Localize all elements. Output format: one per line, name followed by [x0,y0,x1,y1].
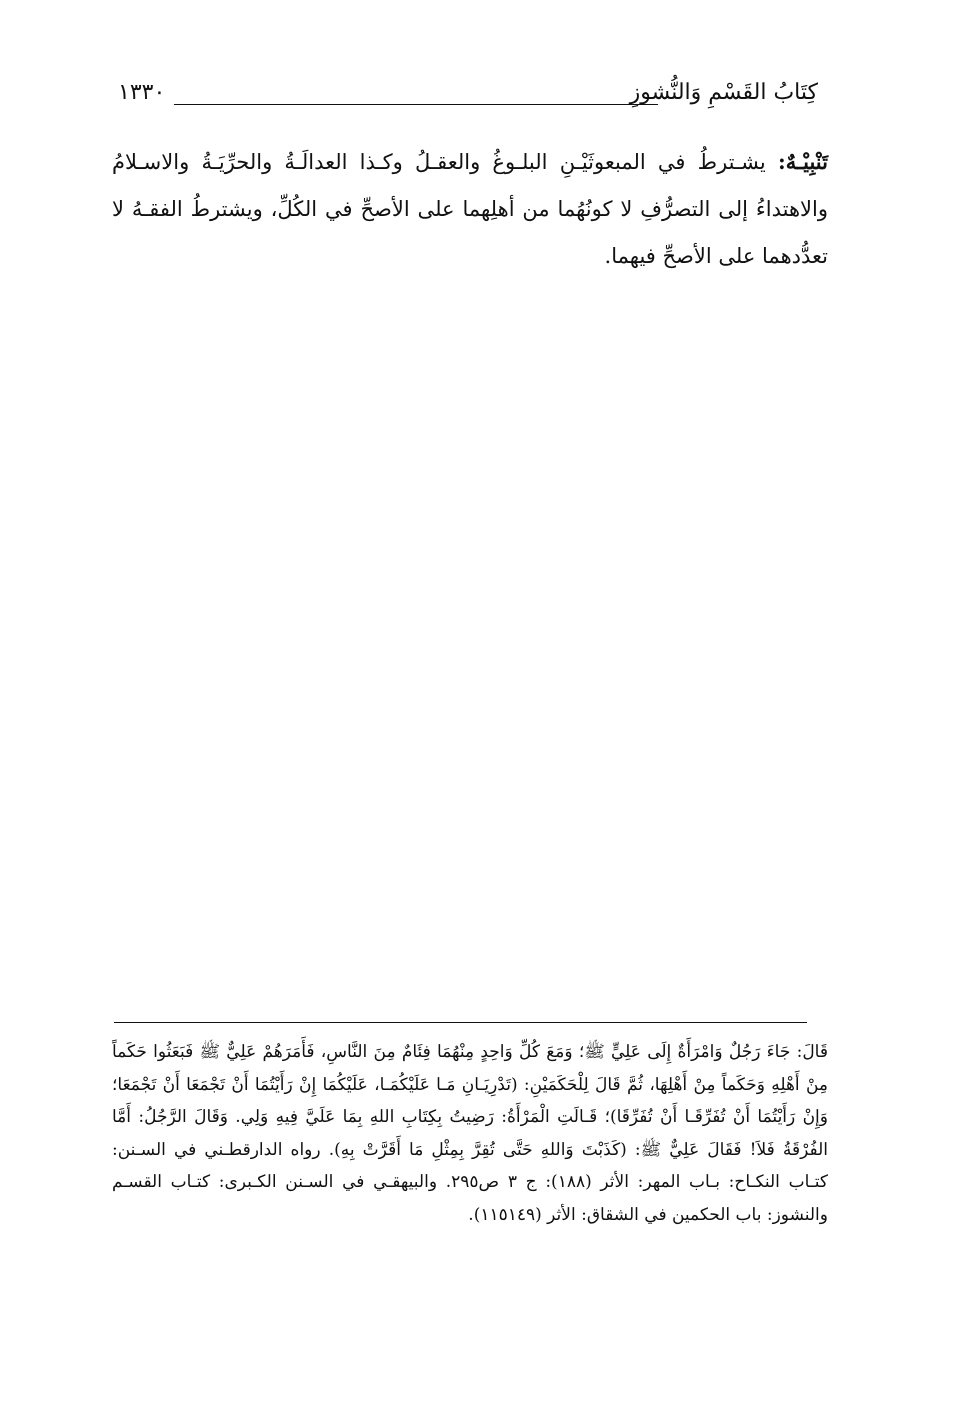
notice-heading: تَنْبِيْـهٌ: [777,149,828,174]
running-header [118,78,818,118]
footnote [112,1036,828,1231]
footnote-text: قَالَ: جَاءَ رَجُلٌ وَامْرَأَةٌ إِلَى عَلِيٍّ ﷺ؛ وَمَعَ كُلِّ وَاحِدٍ مِنْهُمَا فِئَامٌ مِنَ النَّاسِ، فَأَمَرَهُمْ عَلِيٌّ ﷺ فَبَعَثُوا حَكَماً مِنْ أَهْلِهِ وَحَكَماً مِنْ أَهْلِهَا، ثُمَّ قَالَ لِلْحَكَمَيْنِ: (تَدْرِيَـانِ مَـا عَلَيْكُمَـا، عَلَيْكُمَا إِنْ رَأَيْتُمَا أَنْ تَجْمَعَا أَنْ تَجْمَعَا؛ وَإِنْ رَأَيْتُمَا أَنْ تُفَرِّقَـا أَنْ تُفَرِّقَا)؛ قَـالَتِ الْمَرْأَةُ: رَضِيتُ بِكِتَابِ اللهِ بِمَا عَلَيَّ فِيهِ وَلِي. وَقَالَ الرَّجُلُ: أَمَّا الفُرْقَةُ فَلاَ! فَقَالَ عَلِيٌّ ﷺ: (كَذَبْتَ وَاللهِ حَتَّى تُقِرَّ بِمِثْلِ مَا أَقَرَّتْ بِهِ). رواه الدارقطـني في السـنن: كتـاب النكـاح: بـاب المهر: الأثر (١٨٨): ج ٣ ص٢٩٥. والبيهقـي في السـنن الكـبرى: كتـاب القسـم والنشوز: باب الحكمين في الشقاق: الأثر (١١٥١٤٩). [112,1042,828,1225]
header-rule [174,104,658,105]
footnote-divider [114,1022,807,1023]
notice-body: يشـترطُ في المبعوثَيْـنِ البلـوغُ والعقـلُ وكـذا العدالَـةُ والحرِّيَـةُ والاسـلامُ والاهتداءُ إلى التصرُّفِ لا كونُهُما من أهلِهما على الأصحِّ في الكُلِّ، ويشترطُ الفقـهُ لا تعدُّدهما على الأصحِّ فيهما. [112,150,828,268]
main-text [112,138,828,280]
notice-paragraph [112,138,828,280]
page-number: ١٣٣٠ [118,80,166,105]
running-title: كِتَابُ القَسْمِ وَالنُّشوزِ [629,80,818,105]
